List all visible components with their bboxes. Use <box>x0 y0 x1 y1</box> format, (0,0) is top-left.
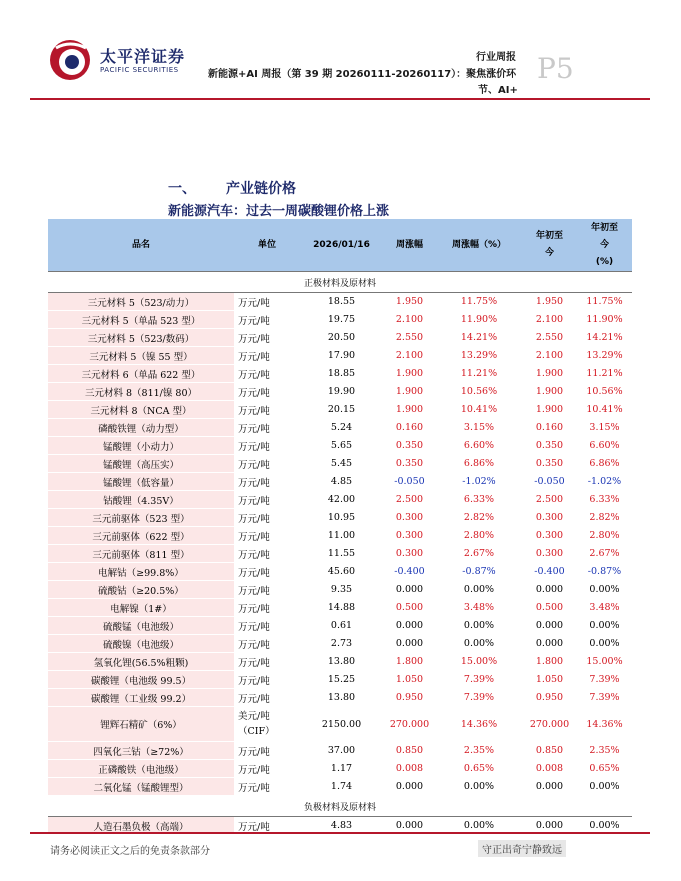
weekly-change-pct: -1.02% <box>436 473 522 491</box>
ytd-change: 2.100 <box>522 311 577 329</box>
product-name: 三元材料 8（NCA 型） <box>48 401 234 419</box>
price-cell: 18.85 <box>300 365 383 383</box>
weekly-change-pct: 6.60% <box>436 437 522 455</box>
ytd-change: 1.800 <box>522 653 577 671</box>
product-name: 三元前驱体（523 型） <box>48 509 234 527</box>
ytd-change: 0.000 <box>522 778 577 796</box>
weekly-change: 1.900 <box>383 365 436 383</box>
table-row <box>48 545 632 563</box>
table-row <box>48 401 632 419</box>
ytd-change: 0.300 <box>522 509 577 527</box>
price-cell: 2150.00 <box>300 707 383 742</box>
weekly-change-pct: 11.90% <box>436 311 522 329</box>
ytd-change-pct: 0.65% <box>577 760 632 778</box>
weekly-change: 2.550 <box>383 329 436 347</box>
price-cell: 19.75 <box>300 311 383 329</box>
col-header-unit: 单位 <box>234 219 300 272</box>
product-name: 锰酸锂（小动力） <box>48 437 234 455</box>
product-name: 二氧化锰（锰酸锂型） <box>48 778 234 796</box>
unit-cell: 万元/吨 <box>234 599 300 617</box>
weekly-change: 0.000 <box>383 817 436 835</box>
page-number: P5 <box>537 52 574 85</box>
product-name: 氢氧化锂(56.5%粗颗) <box>48 653 234 671</box>
ytd-change-pct: 3.15% <box>577 419 632 437</box>
ytd-change: 0.000 <box>522 635 577 653</box>
table-row <box>48 491 632 509</box>
weekly-change-pct: 0.00% <box>436 817 522 835</box>
unit-cell: 万元/吨 <box>234 473 300 491</box>
weekly-change: 0.000 <box>383 778 436 796</box>
weekly-change-pct: 0.00% <box>436 581 522 599</box>
report-type: 行业周报 <box>476 52 516 63</box>
weekly-change-pct: 3.15% <box>436 419 522 437</box>
table-row <box>48 671 632 689</box>
weekly-change-pct: 2.35% <box>436 742 522 760</box>
price-cell: 5.65 <box>300 437 383 455</box>
weekly-change-pct: 0.00% <box>436 778 522 796</box>
ytd-change: 0.160 <box>522 419 577 437</box>
col-header-date: 2026/01/16 <box>300 219 383 272</box>
weekly-change-pct: 0.65% <box>436 760 522 778</box>
group-label: 正极材料及原材料 <box>48 272 632 293</box>
unit-cell: 万元/吨 <box>234 581 300 599</box>
product-name: 三元材料 5（单晶 523 型） <box>48 311 234 329</box>
weekly-change: 0.160 <box>383 419 436 437</box>
ytd-change: 0.008 <box>522 760 577 778</box>
ytd-change-pct: 11.21% <box>577 365 632 383</box>
ytd-change: -0.400 <box>522 563 577 581</box>
ytd-change-pct: 15.00% <box>577 653 632 671</box>
weekly-change-pct: 0.00% <box>436 635 522 653</box>
price-cell: 4.85 <box>300 473 383 491</box>
ytd-change: 0.000 <box>522 817 577 835</box>
col-header-ytd-pct: 年初至 今 (%) <box>577 219 632 272</box>
unit-cell: 万元/吨 <box>234 329 300 347</box>
table-row <box>48 527 632 545</box>
weekly-change: -0.050 <box>383 473 436 491</box>
price-cell: 13.80 <box>300 689 383 707</box>
ytd-change-pct: 0.00% <box>577 635 632 653</box>
col-header-ytd: 年初至 今 <box>522 219 577 272</box>
price-cell: 1.74 <box>300 778 383 796</box>
ytd-change-pct: 0.00% <box>577 581 632 599</box>
weekly-change-pct: -0.87% <box>436 563 522 581</box>
ytd-change-pct: 14.36% <box>577 707 632 742</box>
product-name: 硫酸镍（电池级） <box>48 635 234 653</box>
unit-cell: 万元/吨 <box>234 347 300 365</box>
unit-cell: 万元/吨 <box>234 760 300 778</box>
ytd-change-pct: 3.48% <box>577 599 632 617</box>
product-name: 锂辉石精矿（6%） <box>48 707 234 742</box>
ytd-change: 270.000 <box>522 707 577 742</box>
table-row <box>48 365 632 383</box>
price-cell: 1.17 <box>300 760 383 778</box>
weekly-change-pct: 2.80% <box>436 527 522 545</box>
weekly-change-pct: 6.86% <box>436 455 522 473</box>
product-name: 三元材料 5（523/动力） <box>48 293 234 311</box>
unit-cell: 万元/吨 <box>234 437 300 455</box>
price-cell: 2.73 <box>300 635 383 653</box>
ytd-change: 1.050 <box>522 671 577 689</box>
footer-disclaimer: 请务必阅读正文之后的免责条款部分 <box>50 846 210 857</box>
price-cell: 10.95 <box>300 509 383 527</box>
weekly-change: 0.000 <box>383 617 436 635</box>
ytd-change-pct: 13.29% <box>577 347 632 365</box>
weekly-change: 0.850 <box>383 742 436 760</box>
price-cell: 37.00 <box>300 742 383 760</box>
sub-title: 新能源汽车：过去一周碳酸锂价格上涨 <box>168 204 390 219</box>
weekly-change: 1.050 <box>383 671 436 689</box>
ytd-change: 1.900 <box>522 365 577 383</box>
logo-chinese-name: 太平洋证券 <box>100 47 186 66</box>
table-row <box>48 563 632 581</box>
weekly-change: 270.000 <box>383 707 436 742</box>
group-row-anode <box>48 796 632 817</box>
unit-cell: 万元/吨 <box>234 491 300 509</box>
ytd-change: 0.000 <box>522 581 577 599</box>
ytd-change-pct: 14.21% <box>577 329 632 347</box>
unit-cell: 万元/吨 <box>234 653 300 671</box>
ytd-change: 0.350 <box>522 455 577 473</box>
section-number: 一、 <box>168 181 196 197</box>
weekly-change-pct: 7.39% <box>436 689 522 707</box>
price-cell: 13.80 <box>300 653 383 671</box>
ytd-change: 1.950 <box>522 293 577 311</box>
product-name: 三元材料 5（镍 55 型） <box>48 347 234 365</box>
table-row <box>48 617 632 635</box>
unit-cell: 万元/吨 <box>234 527 300 545</box>
unit-cell: 万元/吨 <box>234 671 300 689</box>
weekly-change: 1.900 <box>383 401 436 419</box>
product-name: 三元材料 5（523/数码） <box>48 329 234 347</box>
weekly-change-pct: 6.33% <box>436 491 522 509</box>
product-name: 碳酸锂（工业级 99.2） <box>48 689 234 707</box>
table-row <box>48 689 632 707</box>
weekly-change-pct: 11.75% <box>436 293 522 311</box>
table-header-row <box>48 219 632 272</box>
unit-cell: 万元/吨 <box>234 455 300 473</box>
weekly-change: 0.000 <box>383 581 436 599</box>
unit-cell: 万元/吨 <box>234 383 300 401</box>
ytd-change-pct: 10.41% <box>577 401 632 419</box>
ytd-change: -0.050 <box>522 473 577 491</box>
ytd-change: 0.000 <box>522 617 577 635</box>
weekly-change-pct: 10.56% <box>436 383 522 401</box>
product-name: 碳酸锂（电池级 99.5） <box>48 671 234 689</box>
table-row <box>48 347 632 365</box>
product-name: 三元前驱体（811 型） <box>48 545 234 563</box>
logo-english-name: PACIFIC SECURITIES <box>100 66 179 74</box>
weekly-change: -0.400 <box>383 563 436 581</box>
product-name: 钴酸锂（4.35V） <box>48 491 234 509</box>
weekly-change: 1.900 <box>383 383 436 401</box>
price-cell: 4.83 <box>300 817 383 835</box>
weekly-change-pct: 10.41% <box>436 401 522 419</box>
weekly-change-pct: 0.00% <box>436 617 522 635</box>
group-row-cathode <box>48 272 632 293</box>
ytd-change: 2.550 <box>522 329 577 347</box>
price-cell: 11.55 <box>300 545 383 563</box>
price-cell: 5.24 <box>300 419 383 437</box>
price-cell: 15.25 <box>300 671 383 689</box>
weekly-change-pct: 14.21% <box>436 329 522 347</box>
ytd-change-pct: 2.82% <box>577 509 632 527</box>
weekly-change: 1.800 <box>383 653 436 671</box>
table-row <box>48 581 632 599</box>
unit-cell: 万元/吨 <box>234 401 300 419</box>
ytd-change-pct: 10.56% <box>577 383 632 401</box>
table-row <box>48 473 632 491</box>
footer-slogan: 守正出奇宁静致远 <box>478 840 566 857</box>
unit-cell: 万元/吨 <box>234 563 300 581</box>
table-row <box>48 707 632 742</box>
table-row <box>48 599 632 617</box>
unit-cell: 万元/吨 <box>234 419 300 437</box>
price-cell: 14.88 <box>300 599 383 617</box>
table-row <box>48 760 632 778</box>
unit-cell: 万元/吨 <box>234 617 300 635</box>
price-cell: 45.60 <box>300 563 383 581</box>
product-name: 三元前驱体（622 型） <box>48 527 234 545</box>
ytd-change: 0.500 <box>522 599 577 617</box>
price-cell: 11.00 <box>300 527 383 545</box>
price-table <box>48 219 632 835</box>
weekly-change-pct: 13.29% <box>436 347 522 365</box>
ytd-change-pct: -1.02% <box>577 473 632 491</box>
ytd-change: 2.100 <box>522 347 577 365</box>
section-title-text: 产业链价格 <box>226 181 296 197</box>
price-cell: 20.15 <box>300 401 383 419</box>
unit-cell: 万元/吨 <box>234 545 300 563</box>
price-cell: 19.90 <box>300 383 383 401</box>
table-row <box>48 383 632 401</box>
report-title-line2: 节、AI+ <box>478 85 518 96</box>
weekly-change-pct: 3.48% <box>436 599 522 617</box>
table-row <box>48 742 632 760</box>
ytd-change: 1.900 <box>522 383 577 401</box>
ytd-change: 0.350 <box>522 437 577 455</box>
unit-cell: 万元/吨 <box>234 778 300 796</box>
weekly-change-pct: 15.00% <box>436 653 522 671</box>
ytd-change-pct: 11.75% <box>577 293 632 311</box>
ytd-change: 0.950 <box>522 689 577 707</box>
product-name: 三元材料 8（811/镍 80） <box>48 383 234 401</box>
weekly-change: 2.100 <box>383 311 436 329</box>
weekly-change: 0.000 <box>383 635 436 653</box>
unit-cell: 美元/吨 （CIF） <box>234 707 300 742</box>
ytd-change-pct: 0.00% <box>577 617 632 635</box>
page-header <box>0 0 681 100</box>
ytd-change-pct: 2.80% <box>577 527 632 545</box>
table-row <box>48 778 632 796</box>
ytd-change-pct: 0.00% <box>577 778 632 796</box>
ytd-change-pct: 2.35% <box>577 742 632 760</box>
weekly-change: 0.008 <box>383 760 436 778</box>
product-name: 四氧化三钴（≥72%） <box>48 742 234 760</box>
footer-divider <box>30 832 650 834</box>
ytd-change-pct: 7.39% <box>577 671 632 689</box>
ytd-change-pct: 6.33% <box>577 491 632 509</box>
unit-cell: 万元/吨 <box>234 635 300 653</box>
report-title: 新能源+AI 周报（第 39 期 20260111-20260117）：聚焦涨价环 <box>208 69 517 80</box>
unit-cell: 万元/吨 <box>234 311 300 329</box>
product-name: 锰酸锂（高压实） <box>48 455 234 473</box>
weekly-change: 0.300 <box>383 509 436 527</box>
table-row <box>48 311 632 329</box>
price-cell: 9.35 <box>300 581 383 599</box>
weekly-change: 0.350 <box>383 455 436 473</box>
product-name: 正磷酸铁（电池级） <box>48 760 234 778</box>
table-row <box>48 419 632 437</box>
pacific-logo-icon <box>48 38 92 82</box>
weekly-change: 2.100 <box>383 347 436 365</box>
table-row <box>48 329 632 347</box>
ytd-change: 0.850 <box>522 742 577 760</box>
product-name: 硫酸钴（≥20.5%） <box>48 581 234 599</box>
table-row <box>48 509 632 527</box>
section-title <box>168 178 296 198</box>
weekly-change-pct: 2.67% <box>436 545 522 563</box>
ytd-change: 2.500 <box>522 491 577 509</box>
price-cell: 42.00 <box>300 491 383 509</box>
weekly-change-pct: 2.82% <box>436 509 522 527</box>
product-name: 三元材料 6（单晶 622 型） <box>48 365 234 383</box>
weekly-change: 0.300 <box>383 545 436 563</box>
col-header-name: 品名 <box>48 219 234 272</box>
product-name: 电解镍（1#） <box>48 599 234 617</box>
price-cell: 5.45 <box>300 455 383 473</box>
product-name: 硫酸锰（电池级） <box>48 617 234 635</box>
table-row <box>48 653 632 671</box>
weekly-change: 2.500 <box>383 491 436 509</box>
weekly-change: 1.950 <box>383 293 436 311</box>
table-row <box>48 293 632 311</box>
weekly-change-pct: 7.39% <box>436 671 522 689</box>
weekly-change: 0.500 <box>383 599 436 617</box>
ytd-change-pct: 2.67% <box>577 545 632 563</box>
weekly-change-pct: 14.36% <box>436 707 522 742</box>
group-label: 负极材料及原材料 <box>48 796 632 817</box>
weekly-change: 0.300 <box>383 527 436 545</box>
weekly-change-pct: 11.21% <box>436 365 522 383</box>
table-row <box>48 635 632 653</box>
weekly-change: 0.350 <box>383 437 436 455</box>
weekly-change: 0.950 <box>383 689 436 707</box>
ytd-change-pct: -0.87% <box>577 563 632 581</box>
unit-cell: 万元/吨 <box>234 689 300 707</box>
unit-cell: 万元/吨 <box>234 817 300 835</box>
product-name: 锰酸锂（低容量） <box>48 473 234 491</box>
price-cell: 0.61 <box>300 617 383 635</box>
company-logo <box>48 38 186 82</box>
product-name: 人造石墨负极（高端） <box>48 817 234 835</box>
price-cell: 17.90 <box>300 347 383 365</box>
product-name: 磷酸铁锂（动力型） <box>48 419 234 437</box>
ytd-change: 1.900 <box>522 401 577 419</box>
unit-cell: 万元/吨 <box>234 742 300 760</box>
ytd-change-pct: 11.90% <box>577 311 632 329</box>
price-cell: 20.50 <box>300 329 383 347</box>
ytd-change-pct: 7.39% <box>577 689 632 707</box>
ytd-change: 0.300 <box>522 545 577 563</box>
ytd-change-pct: 6.86% <box>577 455 632 473</box>
ytd-change: 0.300 <box>522 527 577 545</box>
unit-cell: 万元/吨 <box>234 365 300 383</box>
col-header-weekly-pct: 周涨幅（%） <box>436 219 522 272</box>
price-cell: 18.55 <box>300 293 383 311</box>
ytd-change-pct: 0.00% <box>577 817 632 835</box>
table-row <box>48 437 632 455</box>
product-name: 电解钴（≥99.8%） <box>48 563 234 581</box>
table-row <box>48 455 632 473</box>
header-divider <box>30 98 650 100</box>
unit-cell: 万元/吨 <box>234 293 300 311</box>
col-header-weekly: 周涨幅 <box>383 219 436 272</box>
ytd-change-pct: 6.60% <box>577 437 632 455</box>
unit-cell: 万元/吨 <box>234 509 300 527</box>
